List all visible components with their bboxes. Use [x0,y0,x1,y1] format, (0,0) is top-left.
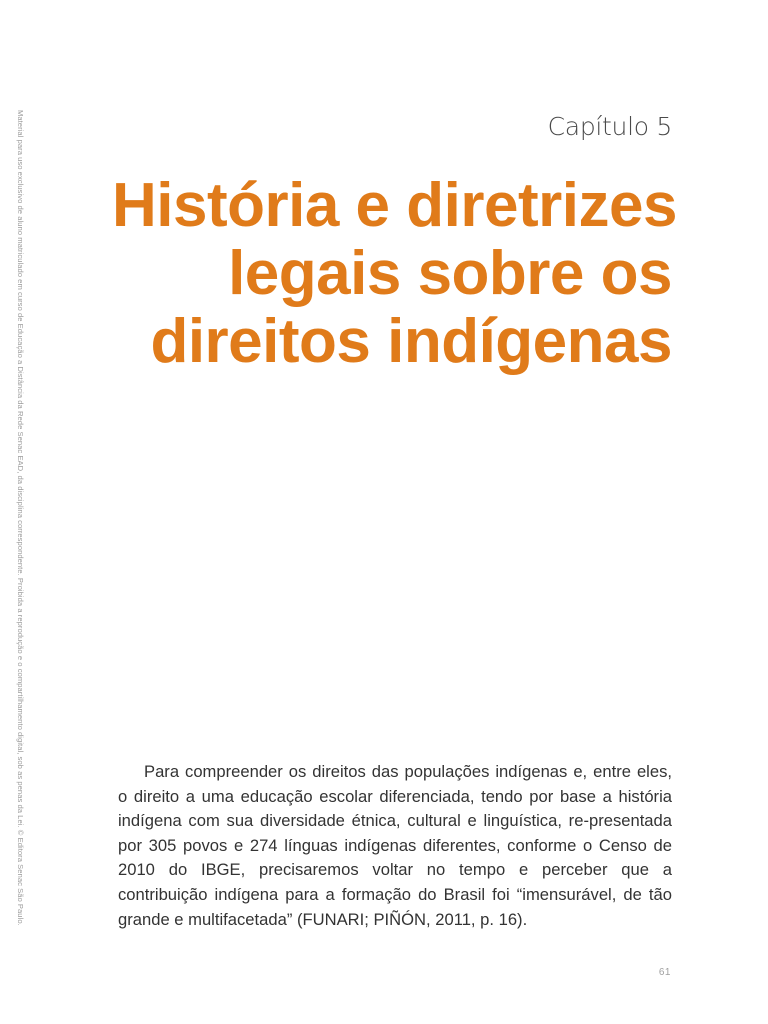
chapter-title [112,171,677,376]
chapter-title-line: História e diretrizes [112,171,677,240]
page-number: 61 [658,967,671,978]
body-paragraph: Para compreender os direitos das populações indígenas e, entre eles, o direito a uma educação escolar diferenciada, tendo por base a história indígena com sua diversidade étnica, cultural e linguística, re-presentada por 305 povos e 274 línguas indígenas diferentes, conforme o Censo de 2010 do IBGE, precisaremos voltar no tempo e perceber que a contribuição indígena para a formação do Brasil foi “imensurável, de tão grande e multifacetada” (FUNARI; PIÑÓN, 2011, p. 16). [118,762,672,929]
chapter-label: Capítulo 5 [547,112,672,141]
chapter-title-line: legais sobre os [228,239,672,308]
chapter-title-line: direitos indígenas [150,307,672,376]
copyright-notice: Material para uso exclusivo de aluno matriculado em curso de Educação a Distância da Rede Senac EAD, da disciplina correspondente. Proibida a reprodução e o compartilhamento digital, sob as penas da Lei. © Editora Senac São Paulo. [16,110,25,926]
